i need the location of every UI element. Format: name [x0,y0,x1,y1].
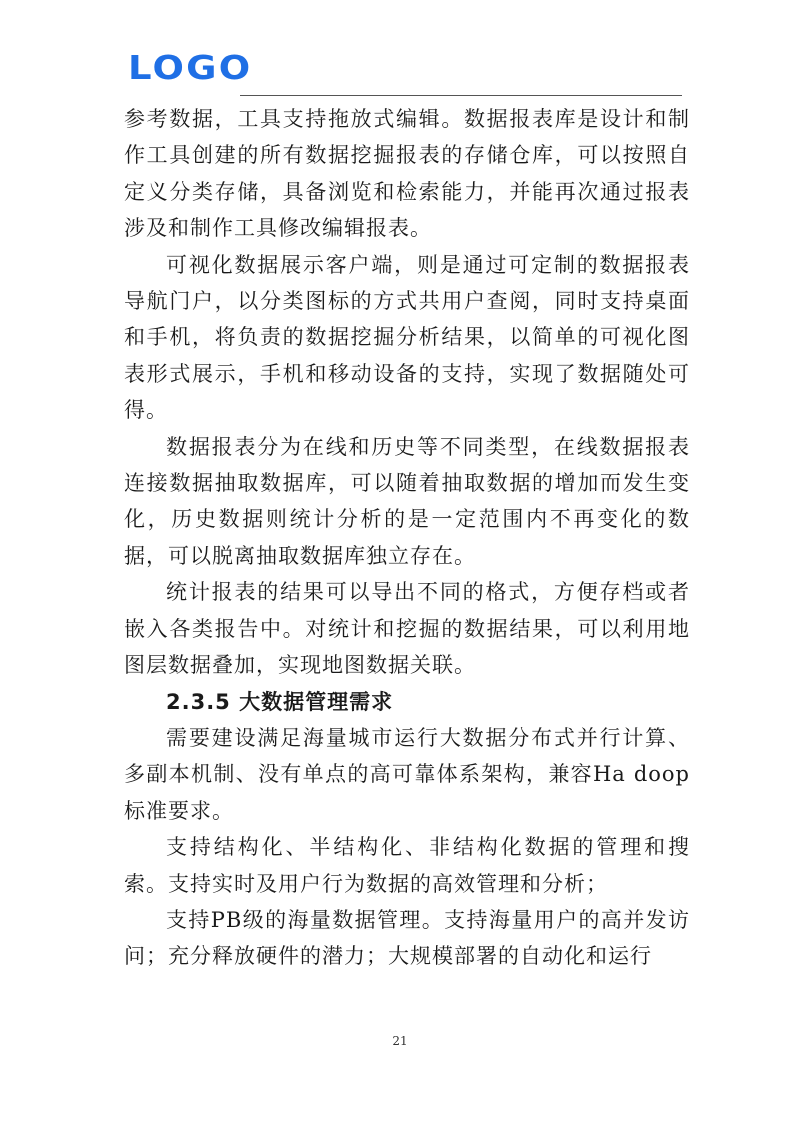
section-heading: 2.3.5 大数据管理需求 [166,689,394,714]
paragraph-continued: 参考数据，工具支持拖放式编辑。数据报表库是设计和制作工具创建的所有数据挖掘报表的存储仓库，可以按照自定义分类存储，具备浏览和检索能力，并能再次通过报表涉及和制作工具修改编辑报表。 [124,107,690,241]
paragraph-pb-scale: 支持PB级的海量数据管理。支持海量用户的高并发访问；充分释放硬件的潜力；大规模部署的自动化和运行 [124,907,690,969]
paragraph-visualization-client: 可视化数据展示客户端，则是通过可定制的数据报表导航门户，以分类图标的方式共用户查阅，同时支持桌面和手机，将负责的数据挖掘分析结果，以简单的可视化图表形式展示，手机和移动设备的支持，实现了数据随处可得。 [124,252,690,423]
document-body [124,101,690,975]
paragraph-report-types: 数据报表分为在线和历史等不同类型，在线数据报表连接数据抽取数据库，可以随着抽取数据的增加而发生变化，历史数据则统计分析的是一定范围内不再变化的数据，可以脱离抽取数据库独立存在。 [124,434,690,568]
header-rule [240,95,682,96]
paragraph-report-export: 统计报表的结果可以导出不同的格式，方便存档或者嵌入各类报告中。对统计和挖掘的数据结果，可以利用地图层数据叠加，实现地图数据关联。 [124,580,690,678]
page-number: 21 [392,1034,408,1048]
paragraph-architecture: 需要建设满足海量城市运行大数据分布式并行计算、多副本机制、没有单点的高可靠体系架构，兼容Ha doop标准要求。 [124,725,690,823]
company-logo: LOGO [128,48,253,87]
paragraph-data-management: 支持结构化、半结构化、非结构化数据的管理和搜索。支持实时及用户行为数据的高效管理和分析； [124,835,690,896]
